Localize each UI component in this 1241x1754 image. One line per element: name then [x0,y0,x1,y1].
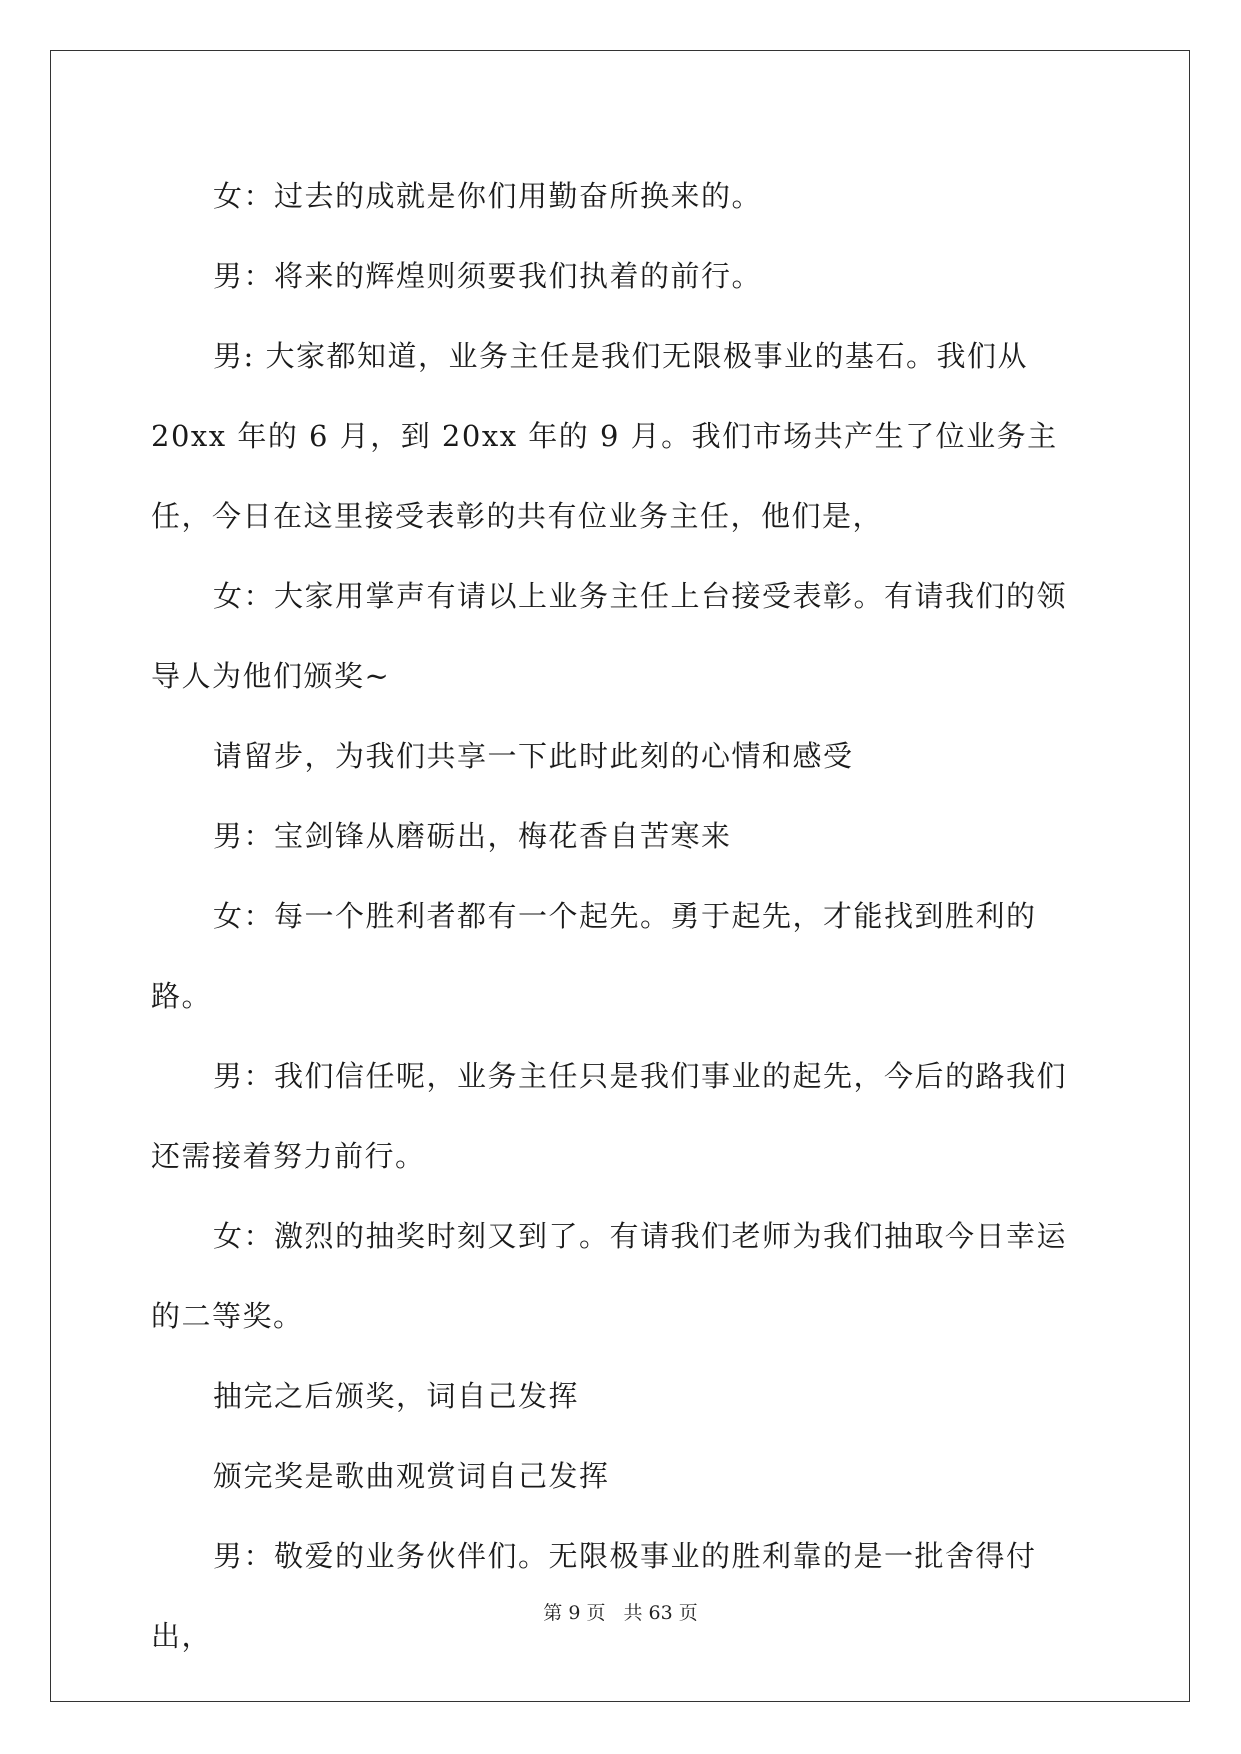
paragraph: 男：敬爱的业务伙伴们。无限极事业的胜利靠的是一批舍得付出， [151,1539,1037,1653]
page-footer [0,1598,1241,1625]
paragraph: 颁完奖是歌曲观赏词自己发挥 [213,1459,610,1493]
total-pages: 共 63 页 [623,1602,698,1624]
paragraph: 男: 大家都知道，业务主任是我们无限极事业的基石。我们从 20xx 年的 6 月，到 20xx 年的 9 月。我们市场共产生了位业务主任，今日在这里接受表彰的共有位业务主任，他们是， [151,339,1058,533]
paragraph: 抽完之后颁奖，词自己发挥 [213,1379,580,1413]
page-number: 第 9 页 [543,1602,606,1624]
paragraph: 男：我们信任呢，业务主任只是我们事业的起先，今后的路我们还需接着努力前行。 [151,1059,1068,1173]
paragraph: 男：宝剑锋从磨砺出，梅花香自苦寒来 [213,819,732,853]
paragraph: 请留步，为我们共享一下此时此刻的心情和感受 [213,739,854,773]
document-body [151,156,1091,1676]
paragraph: 女：激烈的抽奖时刻又到了。有请我们老师为我们抽取今日幸运的二等奖。 [151,1219,1068,1333]
paragraph: 女：大家用掌声有请以上业务主任上台接受表彰。有请我们的领导人为他们颁奖~ [151,579,1068,693]
paragraph: 女：过去的成就是你们用勤奋所换来的。 [213,179,763,213]
paragraph: 男：将来的辉煌则须要我们执着的前行。 [213,259,763,293]
paragraph: 女：每一个胜利者都有一个起先。勇于起先，才能找到胜利的路。 [151,899,1037,1013]
